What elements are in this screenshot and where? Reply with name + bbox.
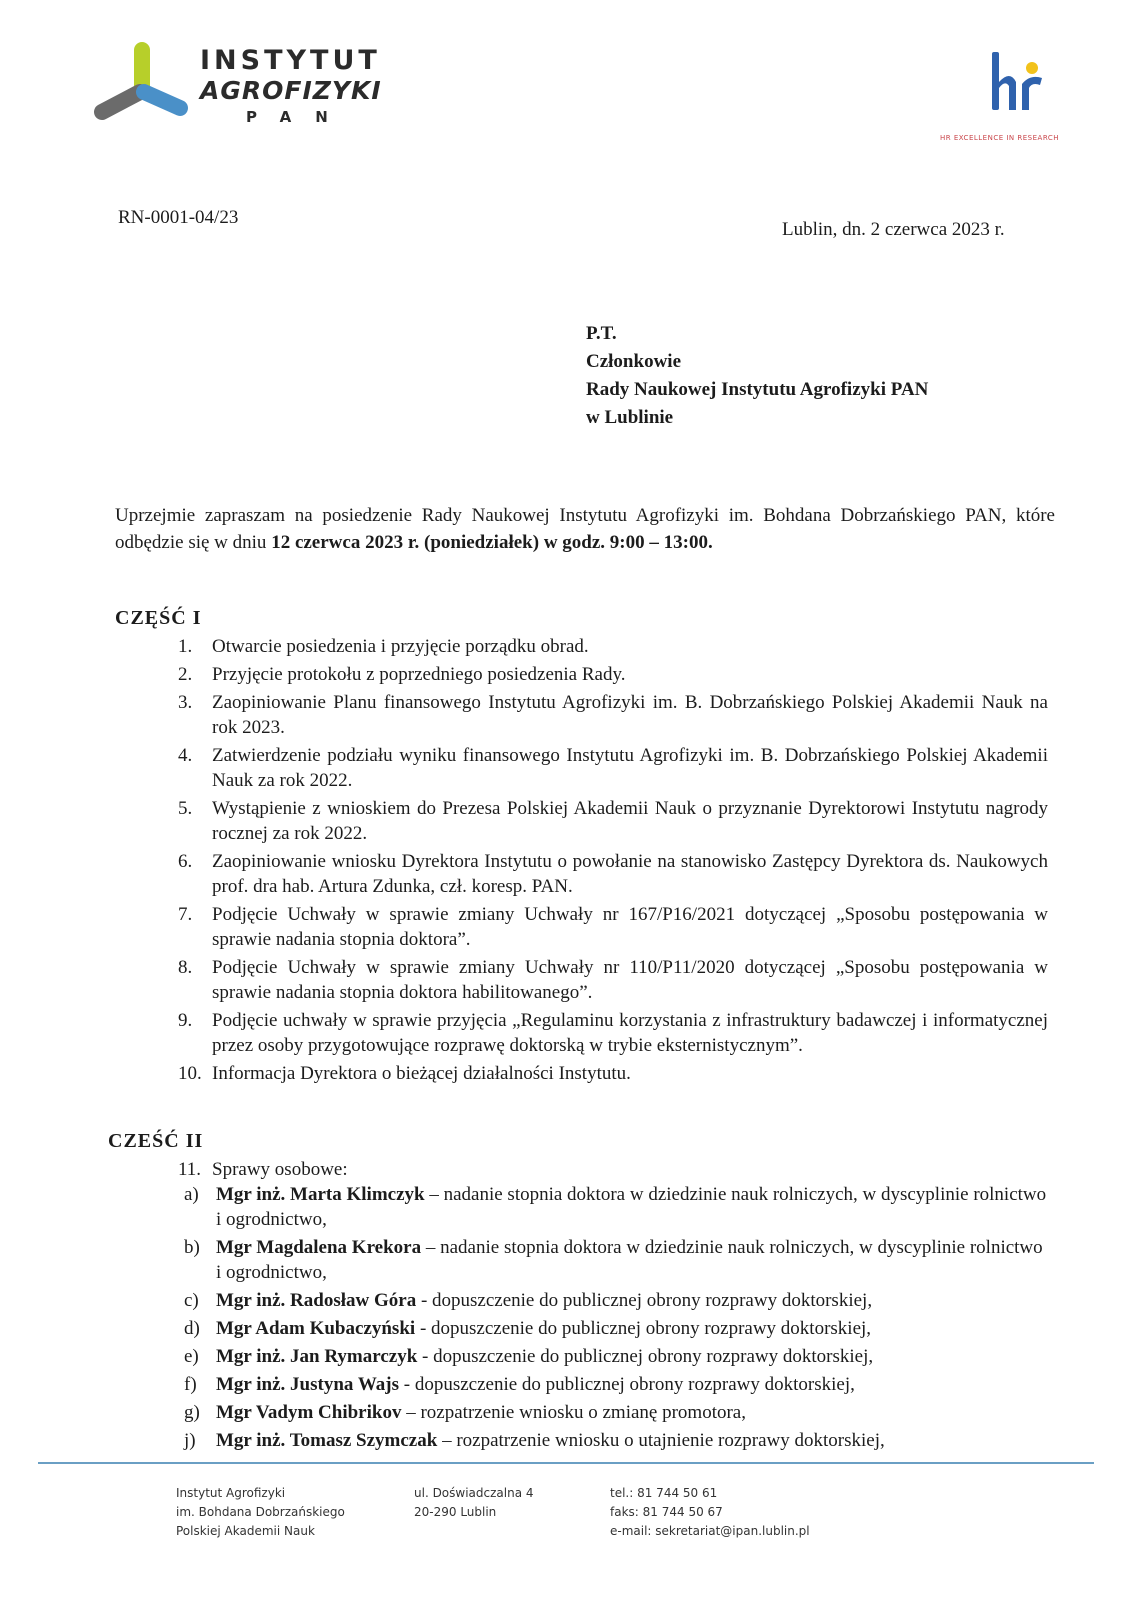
sub-item-text: - dopuszczenie do publicznej obrony rozprawy doktorskiej, — [417, 1346, 874, 1367]
list-item — [178, 1008, 1048, 1058]
part-2-agenda-list — [178, 1157, 1048, 1182]
footer-line: im. Bohdana Dobrzańskiego — [176, 1505, 345, 1519]
sub-list-item — [178, 1182, 1048, 1232]
footer-line: Polskiej Akademii Nauk — [176, 1524, 315, 1538]
sub-list-item — [178, 1316, 1048, 1341]
list-item — [178, 690, 1048, 740]
list-item — [178, 743, 1048, 793]
item-text: Informacja Dyrektora o bieżącej działalności Instytutu. — [212, 1063, 631, 1084]
sub-list-item — [178, 1372, 1048, 1397]
item-number: 10. — [178, 1063, 202, 1084]
sub-item-letter: e) — [184, 1346, 199, 1367]
item-text: Zatwierdzenie podziału wyniku finansowego Instytutu Agrofizyki im. B. Dobrzańskiego Polskiej Akademii Nauk za rok 2022. — [212, 745, 1048, 791]
list-item — [178, 955, 1048, 1005]
footer-email: e-mail: sekretariat@ipan.lublin.pl — [610, 1524, 810, 1538]
item-number: 9. — [178, 1010, 193, 1031]
item-text: Podjęcie uchwały w sprawie przyjęcia „Regulaminu korzystania z infrastruktury badawczej i informatycznej przez osoby przygotowujące rozprawę doktorską w trybie eksternistycznym”. — [212, 1010, 1048, 1056]
sub-item-text: - dopuszczenie do publicznej obrony rozprawy doktorskiej, — [416, 1290, 873, 1311]
footer-fax: faks: 81 744 50 67 — [610, 1505, 723, 1519]
letter-date: Lublin, dn. 2 czerwca 2023 r. — [782, 219, 1005, 240]
item-number: 4. — [178, 745, 193, 766]
item-number: 5. — [178, 798, 193, 819]
list-item — [178, 902, 1048, 952]
sub-item-text: – nadanie stopnia doktora w dziedzinie nauk rolniczych, w dyscyplinie rolnictwo i ogrodnictwo, — [216, 1184, 1047, 1230]
item-text: Sprawy osobowe: — [212, 1159, 348, 1180]
list-item — [178, 1061, 1048, 1086]
intro-text: Uprzejmie zapraszam na posiedzenie Rady Naukowej Instytutu Agrofizyki im. Bohdana Dobrzańskiego PAN, które odbędzie się w dniu — [115, 505, 1055, 553]
footer-divider — [38, 1462, 1094, 1464]
sub-list-item — [178, 1344, 1048, 1369]
institute-logo-icon — [92, 40, 192, 125]
list-item — [178, 1157, 1048, 1182]
sub-item-text: – nadanie stopnia doktora w dziedzinie nauk rolniczych, w dyscyplinie rolnictwo i ogrodnictwo, — [216, 1237, 1043, 1283]
addressee-line: Rady Naukowej Instytutu Agrofizyki PAN — [586, 379, 929, 400]
sub-item-letter: d) — [184, 1318, 200, 1339]
sub-item-text: – rozpatrzenie wniosku o utajnienie rozprawy doktorskiej, — [437, 1430, 885, 1451]
addressee-block — [586, 320, 928, 432]
footer-address — [414, 1484, 534, 1522]
sub-item-text: - dopuszczenie do publicznej obrony rozprawy doktorskiej, — [415, 1318, 872, 1339]
personnel-matters-list — [178, 1182, 1048, 1456]
hr-caption: HR EXCELLENCE IN RESEARCH — [940, 134, 1060, 142]
item-number: 11. — [178, 1159, 202, 1180]
item-number: 6. — [178, 851, 193, 872]
logo-line-2: AGROFIZYKI — [200, 76, 382, 105]
sub-list-item — [178, 1428, 1048, 1453]
item-text: Otwarcie posiedzenia i przyjęcie porządku obrad. — [212, 636, 589, 657]
sub-list-item — [178, 1235, 1048, 1285]
footer-line: 20-290 Lublin — [414, 1505, 497, 1519]
part-1-agenda-list — [178, 634, 1048, 1089]
list-item — [178, 796, 1048, 846]
addressee-line: w Lublinie — [586, 407, 674, 428]
sub-item-text: - dopuszczenie do publicznej obrony rozprawy doktorskiej, — [399, 1374, 855, 1395]
intro-paragraph — [115, 502, 1055, 556]
item-text: Zaopiniowanie wniosku Dyrektora Instytutu o powołanie na stanowisko Zastępcy Dyrektora ds. Naukowych prof. dra hab. Artura Zdunka, czł. koresp. PAN. — [212, 851, 1048, 897]
item-number: 3. — [178, 692, 193, 713]
logo-line-3: PAN — [246, 108, 352, 126]
item-number: 2. — [178, 664, 193, 685]
sub-item-letter: c) — [184, 1290, 199, 1311]
list-item — [178, 634, 1048, 659]
item-number: 1. — [178, 636, 193, 657]
sub-item-text: – rozpatrzenie wniosku o zmianę promotora, — [401, 1402, 746, 1423]
person-name: Mgr inż. Radosław Góra — [216, 1290, 417, 1311]
addressee-line: P.T. — [586, 323, 617, 344]
sub-list-item — [178, 1288, 1048, 1313]
person-name: Mgr inż. Marta Klimczyk — [216, 1184, 425, 1205]
person-name: Mgr inż. Jan Rymarczyk — [216, 1346, 418, 1367]
institute-logo-text — [200, 46, 382, 128]
hr-excellence-logo-icon — [990, 48, 1050, 118]
footer-contact — [610, 1484, 810, 1541]
sub-item-letter: b) — [184, 1237, 200, 1258]
item-text: Podjęcie Uchwały w sprawie zmiany Uchwały nr 110/P11/2020 dotyczącej „Sposobu postępowania w sprawie nadania stopnia doktora habilitowanego”. — [212, 957, 1048, 1003]
item-text: Wystąpienie z wnioskiem do Prezesa Polskiej Akademii Nauk o przyznanie Dyrektorowi Instytutu nagrody rocznej za rok 2022. — [212, 798, 1048, 844]
sub-item-letter: g) — [184, 1402, 200, 1423]
footer-institute — [176, 1484, 345, 1541]
logo-line-1: INSTYTUT — [200, 45, 381, 76]
person-name: Mgr inż. Justyna Wajs — [216, 1374, 399, 1395]
sub-list-item — [178, 1400, 1048, 1425]
item-number: 7. — [178, 904, 193, 925]
list-item — [178, 662, 1048, 687]
person-name: Mgr Adam Kubaczyński — [216, 1318, 416, 1339]
part-1-heading: CZĘŚĆ I — [115, 607, 202, 629]
sub-item-letter: j) — [184, 1430, 196, 1451]
person-name: Mgr inż. Tomasz Szymczak — [216, 1430, 438, 1451]
part-2-heading: CZEŚĆ II — [108, 1130, 204, 1152]
reference-number: RN-0001-04/23 — [118, 207, 239, 228]
item-number: 8. — [178, 957, 193, 978]
intro-date-time: 12 czerwca 2023 r. (poniedziałek) w godz. 9:00 – 13:00. — [271, 532, 713, 553]
footer-line: Instytut Agrofizyki — [176, 1486, 286, 1500]
item-text: Podjęcie Uchwały w sprawie zmiany Uchwały nr 167/P16/2021 dotyczącej „Sposobu postępowania w sprawie nadania stopnia doktora”. — [212, 904, 1048, 950]
person-name: Mgr Vadym Chibrikov — [216, 1402, 402, 1423]
sub-item-letter: f) — [184, 1374, 197, 1395]
footer-phone: tel.: 81 744 50 61 — [610, 1486, 718, 1500]
sub-item-letter: a) — [184, 1184, 199, 1205]
footer-line: ul. Doświadczalna 4 — [414, 1486, 534, 1500]
addressee-line: Członkowie — [586, 351, 681, 372]
list-item — [178, 849, 1048, 899]
person-name: Mgr Magdalena Krekora — [216, 1237, 422, 1258]
item-text: Przyjęcie protokołu z poprzedniego posiedzenia Rady. — [212, 664, 626, 685]
item-text: Zaopiniowanie Planu finansowego Instytutu Agrofizyki im. B. Dobrzańskiego Polskiej Akademii Nauk na rok 2023. — [212, 692, 1048, 738]
